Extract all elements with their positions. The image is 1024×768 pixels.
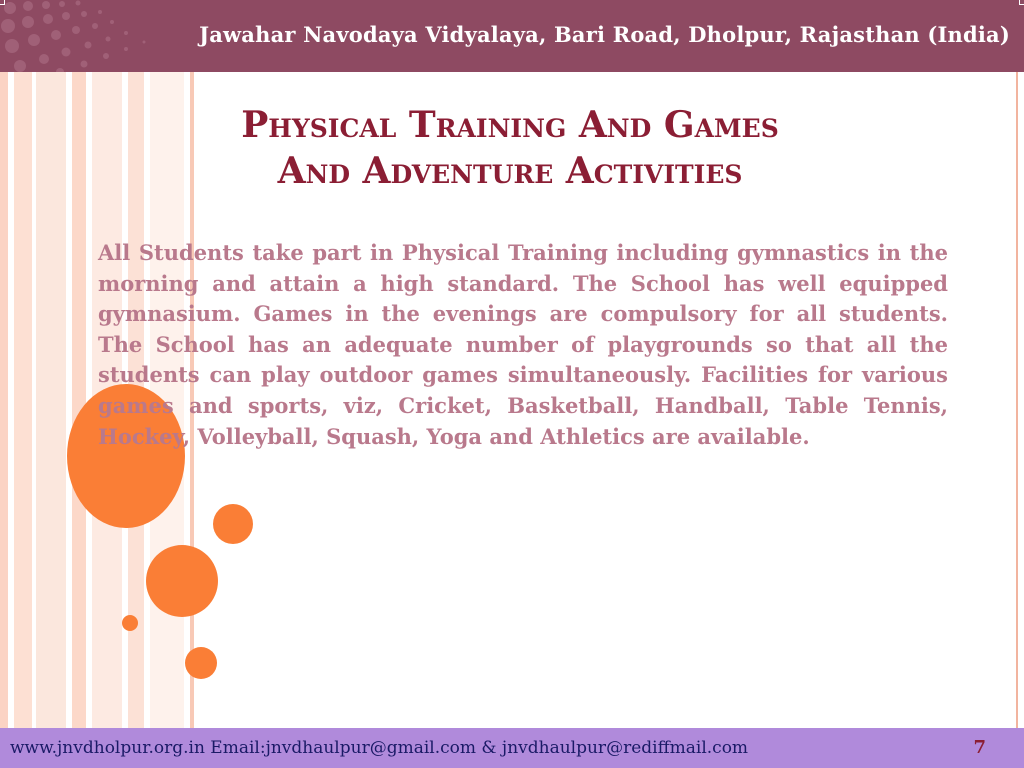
slide-title-line: Physical Training And Games xyxy=(241,104,779,146)
slide-title xyxy=(180,102,840,194)
decor-circle xyxy=(122,615,138,631)
decor-stripe xyxy=(72,72,86,728)
slide-footer xyxy=(0,728,1024,768)
decor-circle xyxy=(185,647,217,679)
decor-circle xyxy=(213,504,253,544)
header-title: Jawahar Navodaya Vidyalaya, Bari Road, Dholpur, Rajasthan (India) xyxy=(199,22,1010,47)
corner-marker xyxy=(1019,0,1024,5)
corner-marker xyxy=(0,0,5,5)
right-border-line xyxy=(1016,72,1018,728)
decor-stripe xyxy=(0,72,8,728)
footer-contact: www.jnvdholpur.org.in Email:jnvdhaulpur@gmail.com & jnvdhaulpur@rediffmail.com xyxy=(10,738,749,758)
decor-stripe xyxy=(14,72,32,728)
body-paragraph: All Students take part in Physical Training including gymnastics in the morning and attain a high standard. The School has well equipped gymnasium. Games in the evenings are compulsory for all students. The School has an adequate number of playgrounds so that all the students can play outdoor games simultaneously. Facilities for various games and sports, viz, Cricket, Basketball, Handball, Table Tennis, Hockey, Volleyball, Squash, Yoga and Athletics are available. xyxy=(98,240,948,449)
decor-circle xyxy=(146,545,218,617)
page-number: 7 xyxy=(973,737,986,758)
decor-stripe xyxy=(36,72,66,728)
slide-title-line: And Adventure Activities xyxy=(277,150,743,192)
slide-header xyxy=(0,0,1024,72)
header-dot-pattern xyxy=(0,0,190,72)
